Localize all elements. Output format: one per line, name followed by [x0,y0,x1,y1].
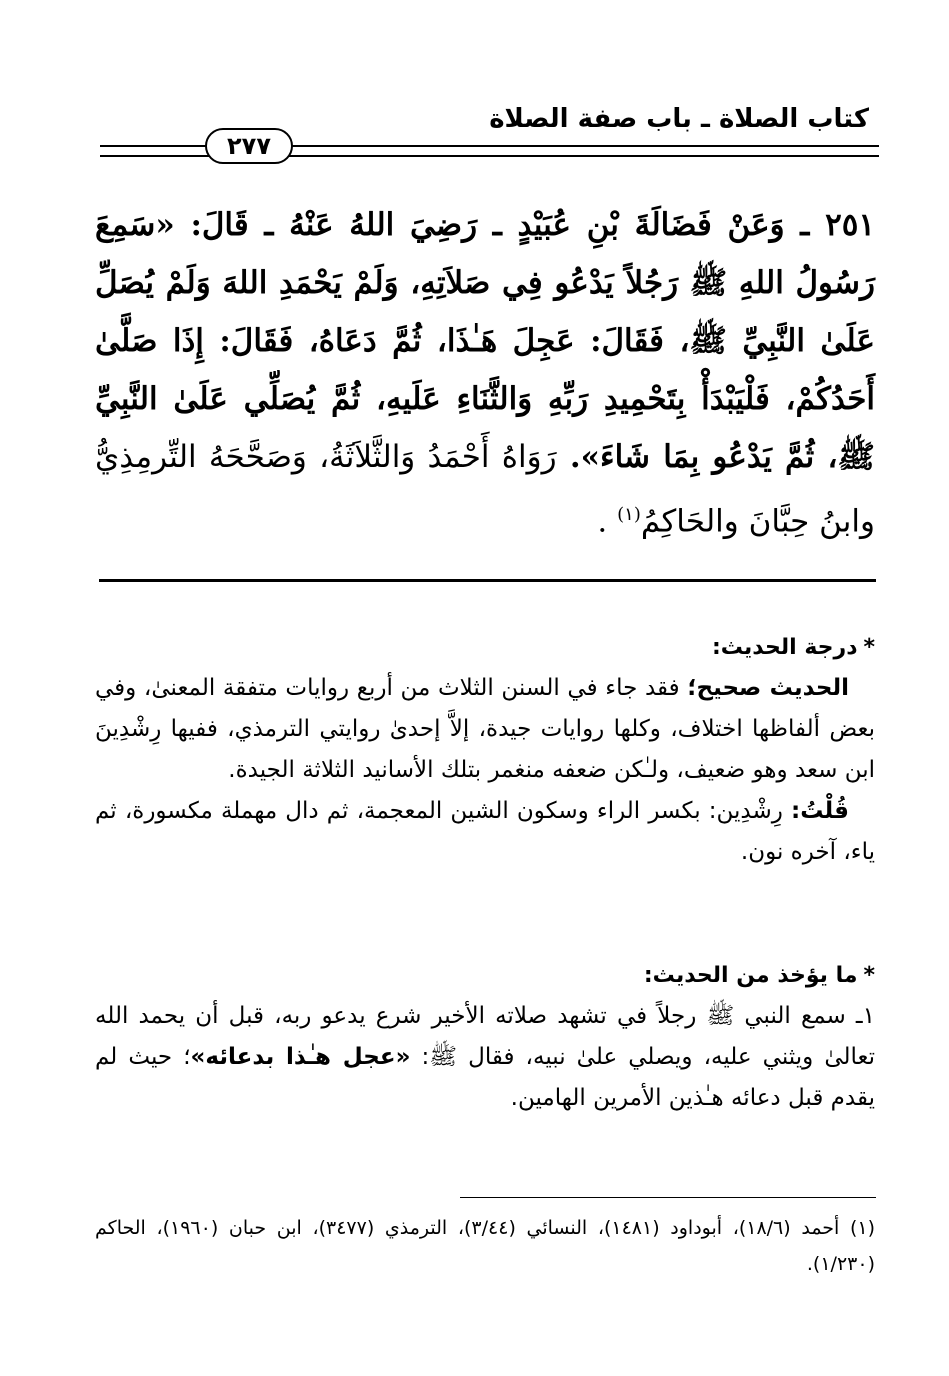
qultu-text: رِشْدِين: بكسر الراء وسكون الشين المعجمة، ثم دال مهملة مكسورة، ثم ياء، آخره نون. [95,798,875,865]
footnote-marker: (١) [617,504,641,525]
section-divider [99,579,876,582]
grade-text: فقد جاء في السنن الثلاث من أربع روايات متفقة المعنىٰ، وفي بعض ألفاظها اختلاف، وكلها روايات جيدة، إلاَّ إحدىٰ روايتي الترمذي، ففيها رِشْدِينَ ابن سعد وهو ضعيف، ولـٰكن ضعفه منغمر بتلك الأسانيد الثلاثة الجيدة. [95,675,875,783]
lesson-item-1 [95,996,875,1119]
lesson-text-end: ؛ حيث لم يقدم قبل دعائه هـٰذين الأمرين الهامين. [95,1044,875,1111]
grade-heading-label: درجة الحديث: [711,635,858,660]
lesson-quote: «عجل هـٰذا بدعائه» [190,1044,411,1070]
hadith-text-block [95,196,875,550]
hadith-end: . [597,503,618,540]
hadith-number: ٢٥١ ـ [800,207,876,243]
qultu-label: قُلْتُ: [791,798,849,824]
lessons-heading-label: ما يؤخذ من الحديث: [643,963,858,988]
lesson-text: ١ـ سمع النبي ﷺ رجلاً في تشهد صلاته الأخير شرع يدعو ربه، قبل أن يحمد الله تعالىٰ ويثني عليه، ويصلي علىٰ نبيه، فقال ﷺ: [95,1003,875,1070]
qultu-paragraph [95,791,875,873]
lessons-section [95,955,875,1119]
page-number: ٢٧٧ [205,128,293,164]
hadith-source: رَوَاهُ أَحْمَدُ وَالثَّلاَثَةُ، وَصَحَّحَهُ التِّرمِذِيُّ وابنُ حِبَّانَ والحَاكِمُ [95,439,875,540]
grade-section [95,627,875,873]
star-bullet-icon: * [863,963,875,988]
running-head: كتاب الصلاة ـ باب صفة الصلاة [489,104,869,134]
star-bullet-icon: * [863,635,875,660]
grade-lead: الحديث صحيح؛ [687,675,849,701]
grade-heading [95,627,875,668]
footnote-rule [460,1197,876,1198]
lessons-heading [95,955,875,996]
hadith-body: وَعَنْ فَضَالَةَ بْنِ عُبَيْدٍ ـ رَضِيَ اللهُ عَنْهُ ـ قَالَ: «سَمِعَ رَسُولُ اللهِ ﷺ رَجُلاً يَدْعُو فِي صَلاَتِهِ، وَلَمْ يَحْمَدِ اللهَ وَلَمْ يُصَلِّ عَلَىٰ النَّبِيِّ ﷺ، فَقَالَ: عَجِلَ هَـٰذَا، ثُمَّ دَعَاهُ، فَقَالَ: إِذَا صَلَّىٰ أَحَدُكُمْ، فَلْيَبْدَأْ بِتَحْمِيدِ رَبِّهِ وَالثَّنَاءِ عَلَيهِ، ثُمَّ يُصَلِّي عَلَىٰ النَّبِيِّ ﷺ، ثُمَّ يَدْعُو بِمَا شَاءَ». [95,207,875,475]
footnote: (١) أحمد (١٨/٦)، أبوداود (١٤٨١)، النسائي (٣/٤٤)، الترمذي (٣٤٧٧)، ابن حبان (١٩٦٠)، الحاكم (١/٢٣٠). [95,1217,876,1275]
grade-paragraph [95,668,875,791]
